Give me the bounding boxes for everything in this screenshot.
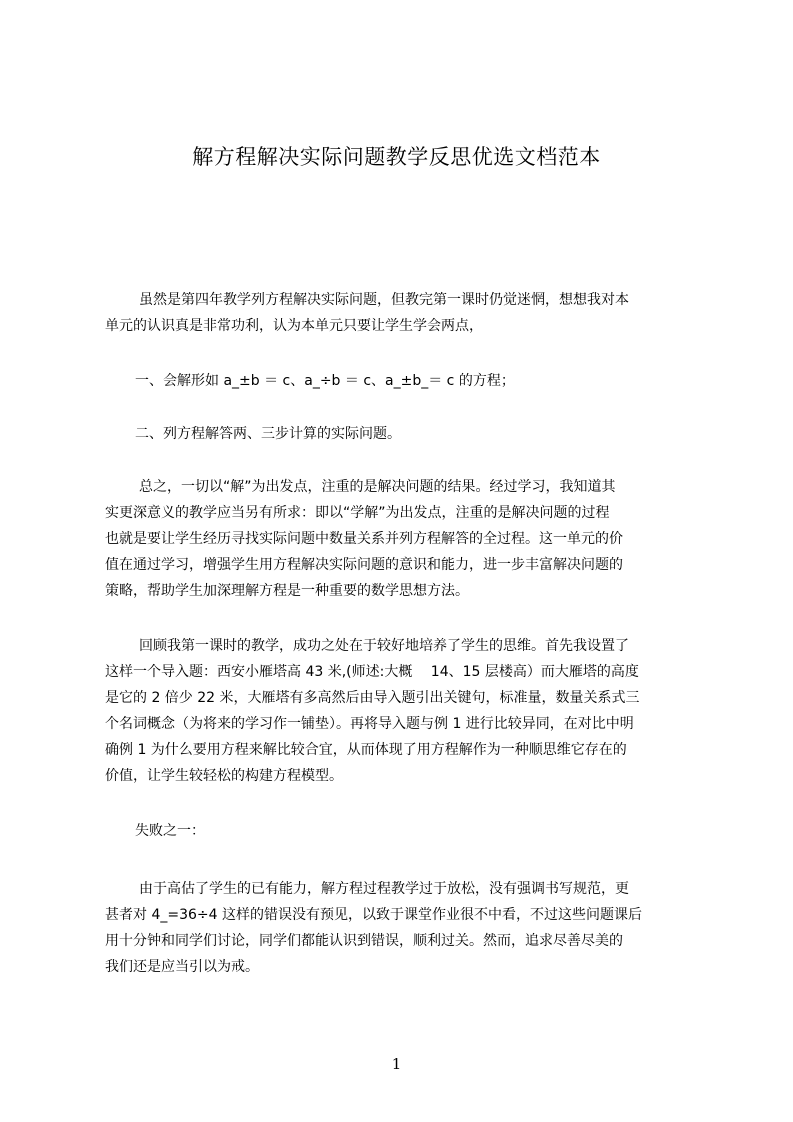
- paragraph-summary: [105, 474, 697, 604]
- paragraph-line: 值在通过学习，增强学生用方程解决实际问题的意识和能力，进一步丰富解决问题的: [105, 557, 623, 573]
- paragraph-line: 二、列方程解答两、三步计算的实际问题。: [135, 426, 401, 442]
- paragraph-line: 用十分钟和同学们讨论，同学们都能认识到错误，顺利过关。然而，追求尽善尽美的: [105, 933, 623, 949]
- paragraph-line: 也就是要让学生经历寻找实际问题中数量关系并列方程解答的全过程。这一单元的价: [105, 531, 623, 547]
- paragraph-point-one: [105, 368, 697, 394]
- paragraph-line: 这样一个导入题：西安小雁塔高 43 米,(师述:大概 14、15 层楼高）而大雁塔的高度: [105, 664, 639, 680]
- document-title: 解方程解决实际问题教学反思优选文档范本: [192, 145, 601, 169]
- paragraph-point-two: [105, 421, 697, 447]
- paragraph-failure-heading: [105, 818, 697, 844]
- paragraph-intro: [105, 287, 697, 339]
- paragraph-line: 个名词概念（为将来的学习作一铺垫）。再将导入题与例 1 进行比较异同，在对比中明: [105, 716, 634, 732]
- paragraph-line: 由于高估了学生的已有能力，解方程过程教学过于放松，没有强调书写规范，更: [139, 881, 629, 897]
- paragraph-line: 总之，一切以“解”为出发点，注重的是解决问题的结果。经过学习，我知道其: [139, 479, 616, 495]
- paragraph-line: 是它的 2 倍少 22 米，大雁塔有多高然后由导入题引出关键句，标准量，数量关系式三: [105, 690, 640, 706]
- paragraph-failure-detail: [105, 876, 697, 980]
- paragraph-line: 策略，帮助学生加深理解方程是一种重要的数学思想方法。: [105, 583, 469, 599]
- paragraph-line: 一、会解形如 a_±b ＝ c、a_÷b ＝ c、a_±b_＝ c 的方程；: [135, 373, 515, 389]
- paragraph-line: 我们还是应当引以为戒。: [105, 959, 259, 975]
- paragraph-review: [105, 633, 697, 789]
- paragraph-line: 甚者对 4_=36÷4 这样的错误没有预见，以致于课堂作业很不中看，不过这些问题课后: [105, 907, 642, 923]
- paragraph-line: 价值，让学生较轻松的构建方程模型。: [105, 768, 343, 784]
- page-number: 1: [391, 1055, 402, 1073]
- paragraph-line: 失败之一：: [135, 823, 205, 839]
- paragraph-line: 实更深意义的教学应当另有所求：即以“学解”为出发点，注重的是解决问题的过程: [105, 505, 610, 521]
- paragraph-line: 确例 1 为什么要用方程来解比较合宜，从而体现了用方程解作为一种顺思维它存在的: [105, 742, 627, 758]
- paragraph-line: 单元的认识真是非常功利，认为本单元只要让学生学会两点，: [105, 318, 483, 334]
- paragraph-line: 虽然是第四年教学列方程解决实际问题，但教完第一课时仍觉迷惘，想想我对本: [139, 292, 629, 308]
- paragraph-line: 回顾我第一课时的教学，成功之处在于较好地培养了学生的思维。首先我设置了: [139, 638, 629, 654]
